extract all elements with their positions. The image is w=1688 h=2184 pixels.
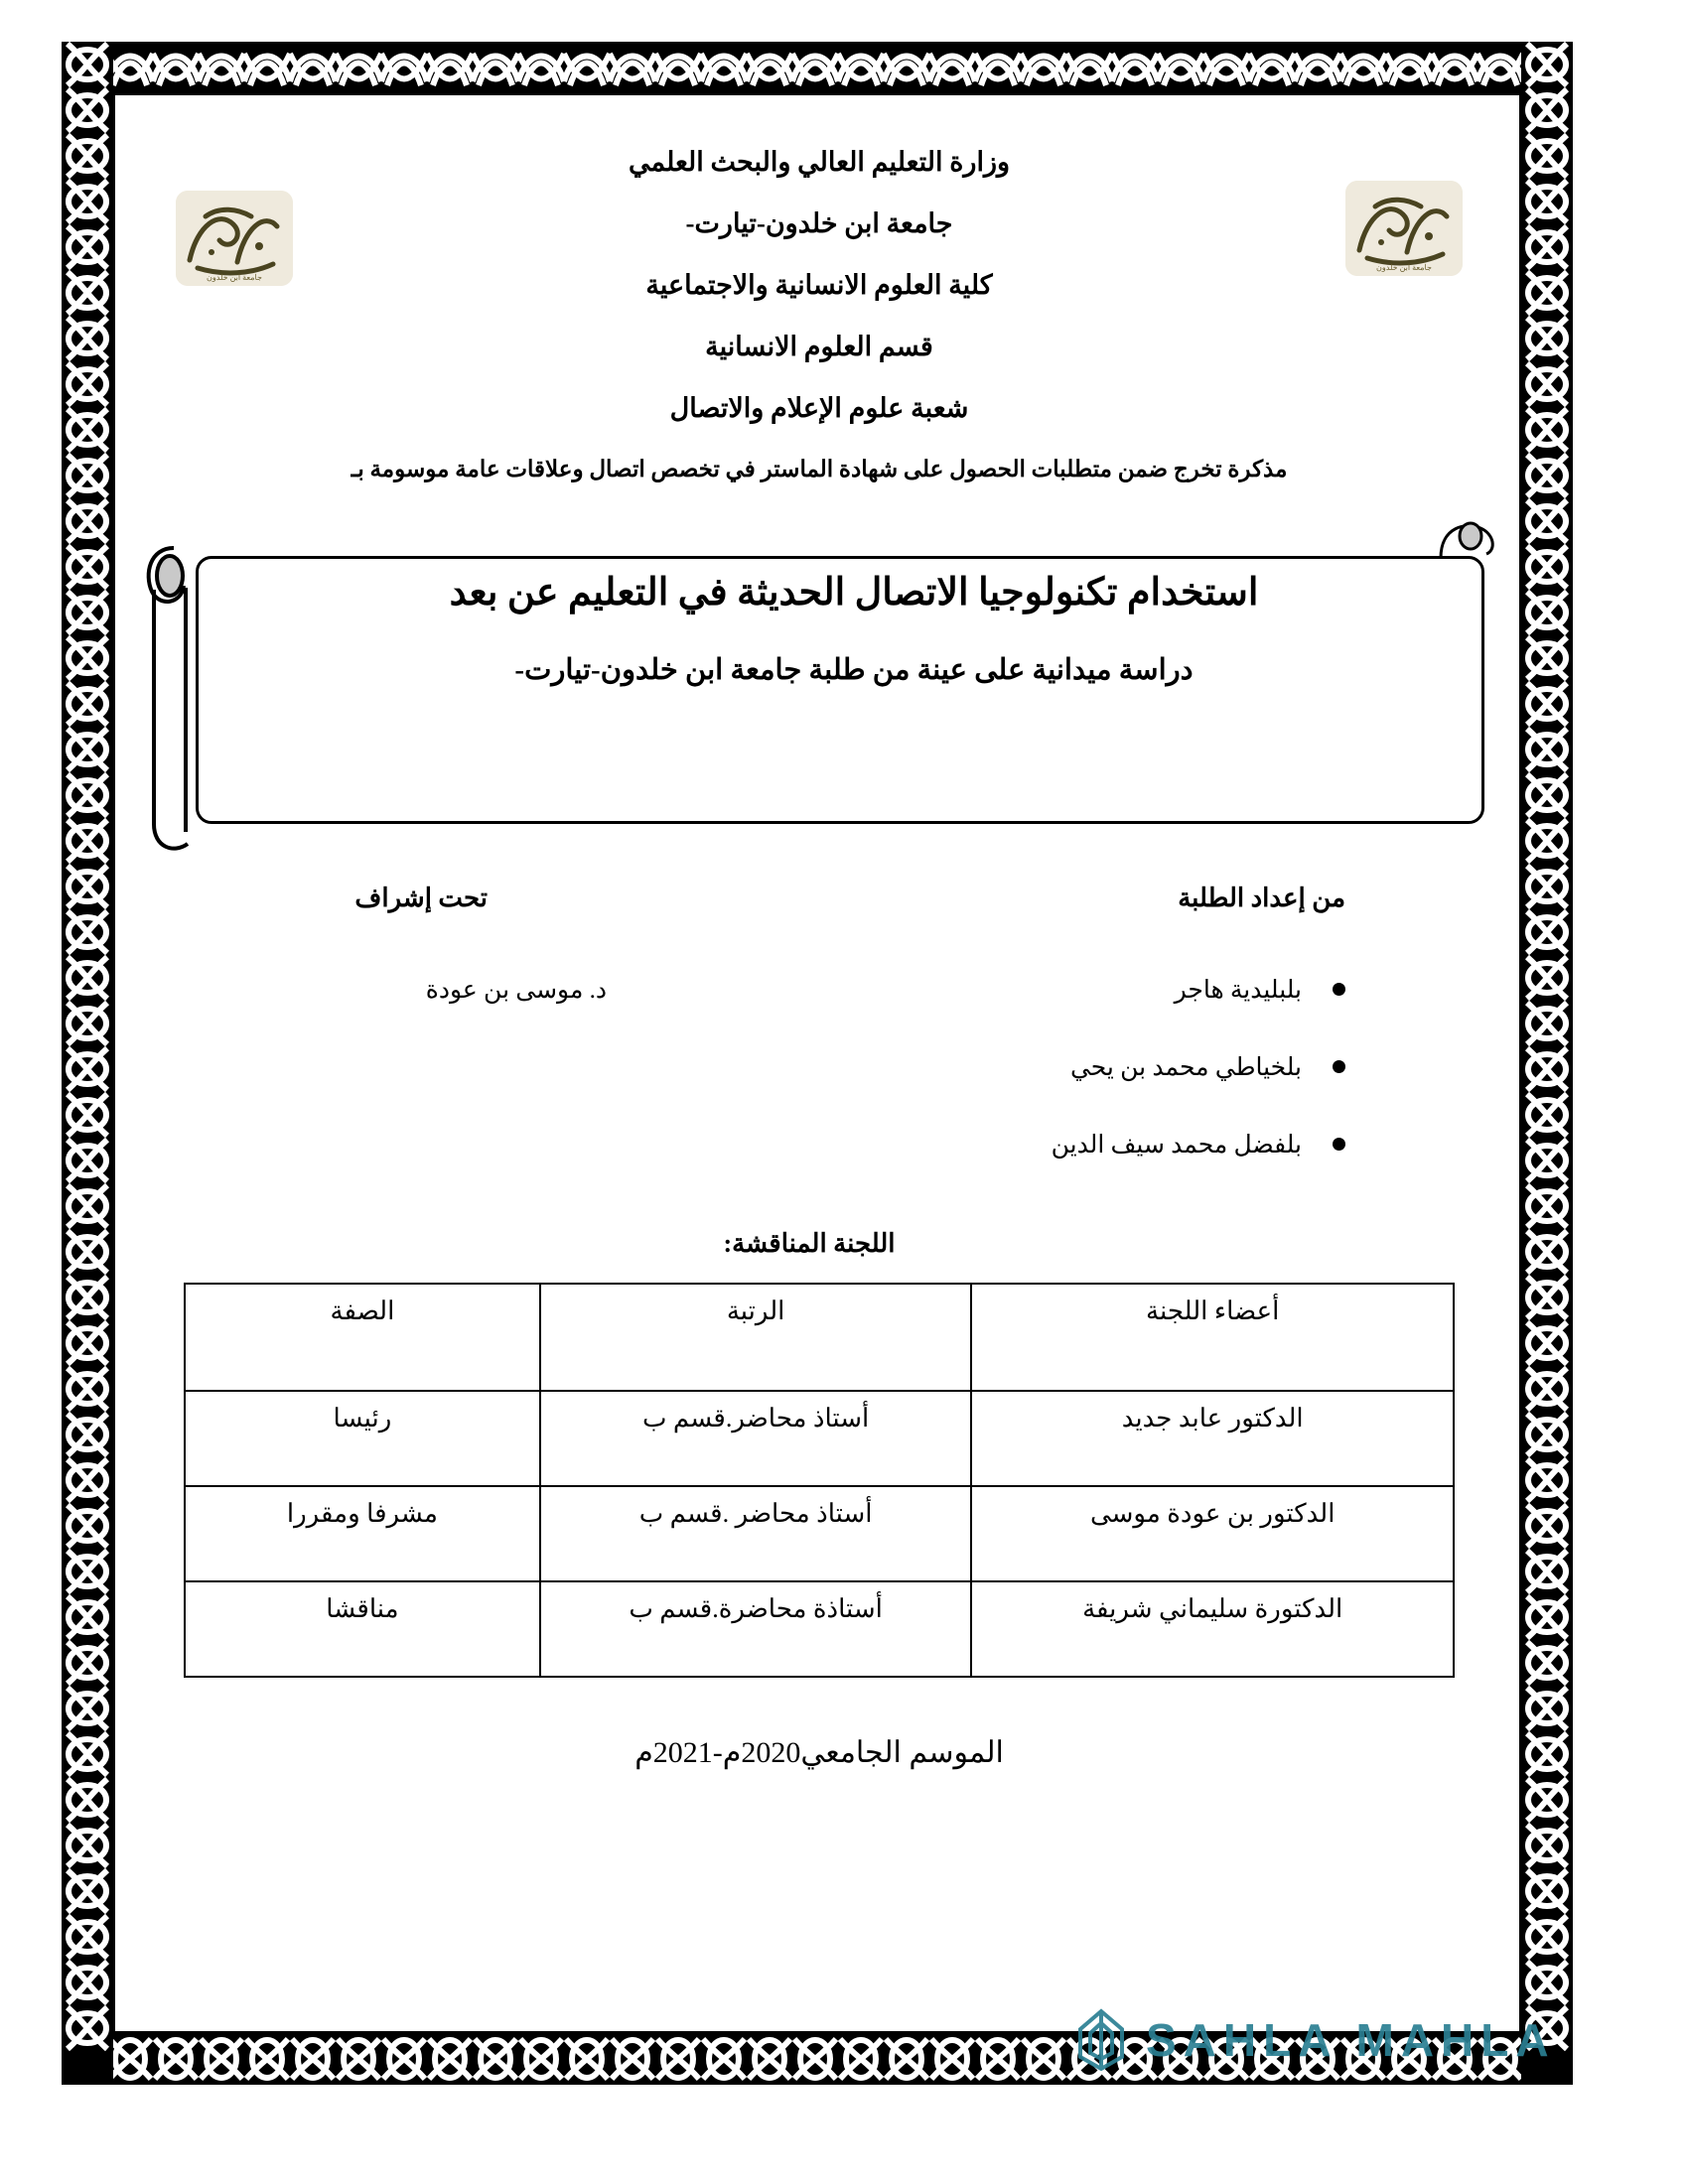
watermark-text: SAHLA MAHLA: [1146, 2014, 1556, 2066]
committee-rank: أستاذ محاضر .قسم ب: [540, 1486, 972, 1581]
supervisor-name: د. موسى بن عودة: [425, 977, 607, 1004]
scroll-text-block: [233, 568, 1475, 690]
bullet-icon: [1333, 1138, 1345, 1151]
table-header-row: [185, 1284, 1454, 1391]
column-header-rank: الرتبة: [540, 1284, 972, 1391]
table-row: [185, 1486, 1454, 1581]
column-header-member: أعضاء اللجنة: [971, 1284, 1454, 1391]
committee-role: مشرفا ومقررا: [185, 1486, 540, 1581]
degree-statement: مذكرة تخرج ضمن متطلبات الحصول على شهادة الماستر في تخصص اتصال وعلاقات عامة موسومة بـ: [351, 457, 1288, 481]
students-list: [879, 975, 1345, 1160]
ministry-line: وزارة التعليم العالي والبحث العلمي: [628, 147, 1011, 177]
students-heading: من إعداد الطلبة: [1178, 884, 1345, 912]
svg-text:جامعة ابن خلدون: جامعة ابن خلدون: [207, 273, 262, 282]
student-name: بلخياطي محمد بن يحي: [1069, 1054, 1302, 1081]
cover-page-content: [124, 119, 1514, 2005]
students-column: [879, 884, 1345, 1207]
column-header-role: الصفة: [185, 1284, 540, 1391]
list-item: [879, 975, 1345, 1005]
university-seal-left-icon: [176, 191, 293, 286]
svg-text:جامعة ابن خلدون: جامعة ابن خلدون: [1376, 263, 1432, 272]
university-seal-right-icon: [1345, 181, 1463, 276]
committee-member: الدكتورة سليماني شريفة: [971, 1581, 1454, 1677]
authorship-section: [124, 884, 1514, 1211]
list-item: [879, 1130, 1345, 1160]
committee-role: مناقشا: [185, 1581, 540, 1677]
institution-header: [124, 119, 1514, 422]
table-row: [185, 1391, 1454, 1486]
thesis-title: استخدام تكنولوجيا الاتصال الحديثة في التعليم عن بعد: [449, 572, 1259, 614]
committee-role: رئيسا: [185, 1391, 540, 1486]
department-line: قسم العلوم الانسانية: [705, 332, 933, 361]
committee-member: الدكتور بن عودة موسى: [971, 1486, 1454, 1581]
committee-label: اللجنة المناقشة:: [723, 1229, 896, 1258]
scroll-curl-top-icon: [1437, 520, 1504, 560]
committee-member: الدكتور عابد جديد: [971, 1391, 1454, 1486]
branch-line: شعبة علوم الإعلام والاتصال: [669, 393, 969, 423]
watermark: [1072, 2007, 1556, 2073]
committee-table: [184, 1283, 1455, 1678]
student-name: بلبليدية هاجر: [1174, 977, 1302, 1004]
committee-rank: أستاذة محاضرة.قسم ب: [540, 1581, 972, 1677]
list-item: [879, 1052, 1345, 1082]
academic-year: الموسم الجامعي2020م-2021م: [634, 1736, 1004, 1769]
title-scroll-banner: [124, 520, 1514, 848]
supervisor-column: [194, 884, 611, 1005]
committee-rank: أستاذ محاضر.قسم ب: [540, 1391, 972, 1486]
bullet-icon: [1333, 1060, 1345, 1073]
faculty-line: كلية العلوم الانسانية والاجتماعية: [645, 270, 993, 300]
supervisor-heading: تحت إشراف: [354, 884, 488, 912]
thesis-subtitle: دراسة ميدانية على عينة من طلبة جامعة ابن خلدون-تيارت-: [514, 654, 1194, 687]
student-name: بلفضل محمد سيف الدين: [1051, 1132, 1302, 1159]
table-row: [185, 1581, 1454, 1677]
border-knot-top: [62, 42, 1573, 93]
scroll-curl-left-icon: [138, 534, 211, 862]
university-line: جامعة ابن خلدون-تيارت-: [685, 208, 953, 238]
bullet-icon: [1333, 983, 1345, 996]
border-knot-left: [62, 42, 113, 2085]
watermark-logo-icon: [1072, 2007, 1130, 2073]
border-knot-right: [1521, 42, 1573, 2085]
